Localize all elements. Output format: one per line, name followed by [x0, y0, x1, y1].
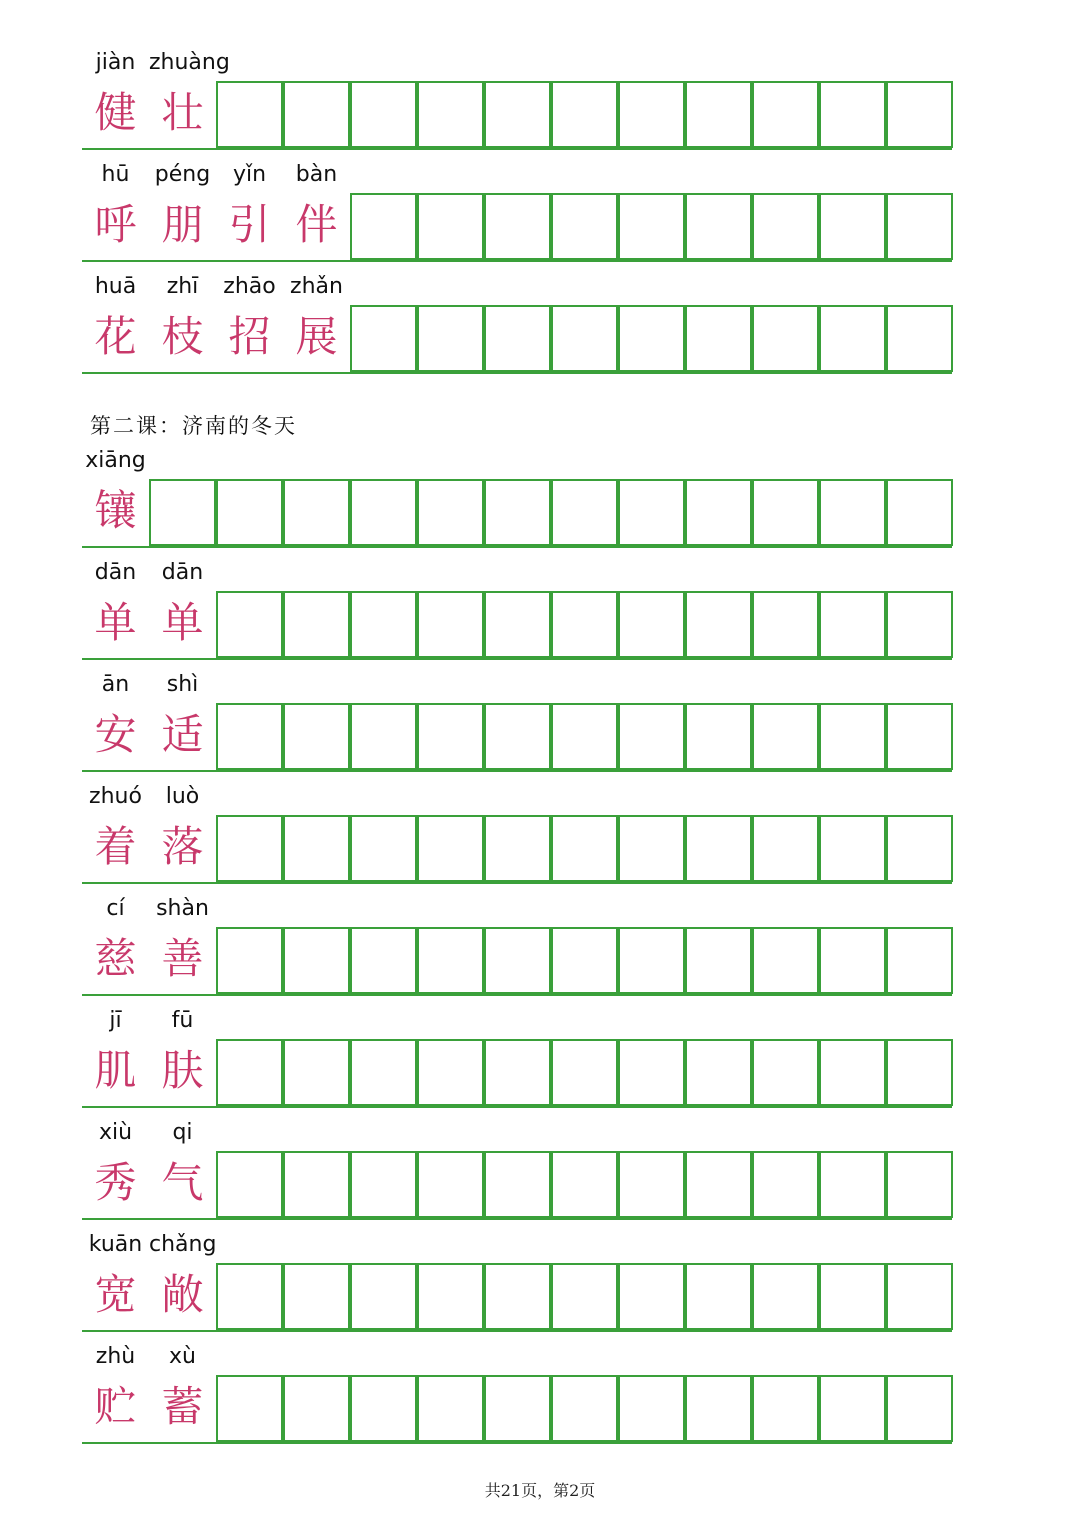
word-block	[82, 558, 952, 670]
word-block	[82, 272, 952, 384]
practice-box[interactable]	[417, 703, 484, 770]
pinyin-syllable: xiāng	[85, 448, 146, 473]
practice-box[interactable]	[484, 81, 551, 148]
practice-box[interactable]	[283, 479, 350, 546]
practice-box[interactable]	[819, 81, 886, 148]
practice-box[interactable]	[752, 1263, 819, 1330]
pinyin-syllable: dān	[94, 560, 137, 585]
practice-box[interactable]	[685, 1375, 752, 1442]
word-block	[82, 1118, 952, 1230]
practice-box[interactable]	[551, 305, 618, 372]
practice-box[interactable]	[886, 1375, 953, 1442]
practice-box[interactable]	[752, 1039, 819, 1106]
practice-box[interactable]	[216, 1263, 283, 1330]
practice-box[interactable]	[886, 479, 953, 546]
hanzi-character: 健	[94, 88, 137, 137]
pinyin-syllable: zhuàng	[149, 50, 230, 75]
hanzi-character: 落	[161, 822, 204, 871]
hanzi-character: 引	[228, 200, 271, 249]
hanzi-character: 敞	[161, 1270, 204, 1319]
practice-box[interactable]	[551, 815, 618, 882]
hanzi-character: 花	[94, 312, 137, 361]
practice-box[interactable]	[618, 1151, 685, 1218]
pinyin-syllable: shàn	[156, 896, 209, 921]
hanzi-character: 单	[94, 598, 137, 647]
practice-box[interactable]	[216, 1151, 283, 1218]
pinyin-syllable: cí	[106, 896, 125, 921]
practice-box[interactable]	[618, 305, 685, 372]
practice-box[interactable]	[819, 193, 886, 260]
writing-row	[82, 815, 952, 884]
practice-box[interactable]	[484, 1039, 551, 1106]
practice-box[interactable]	[752, 305, 819, 372]
practice-box[interactable]	[484, 927, 551, 994]
practice-box[interactable]	[618, 815, 685, 882]
hanzi-character: 适	[161, 710, 204, 759]
writing-row	[82, 193, 952, 262]
hanzi-character: 慈	[94, 934, 137, 983]
practice-box[interactable]	[484, 305, 551, 372]
practice-box[interactable]	[685, 591, 752, 658]
practice-box[interactable]	[283, 1263, 350, 1330]
practice-box[interactable]	[283, 1039, 350, 1106]
practice-box[interactable]	[484, 1151, 551, 1218]
pinyin-syllable: zhuó	[89, 784, 142, 809]
hanzi-character: 呼	[94, 200, 137, 249]
practice-box[interactable]	[618, 591, 685, 658]
writing-row	[82, 1039, 952, 1108]
practice-box[interactable]	[417, 591, 484, 658]
practice-box[interactable]	[618, 927, 685, 994]
practice-box[interactable]	[350, 591, 417, 658]
practice-box[interactable]	[752, 927, 819, 994]
practice-box[interactable]	[216, 703, 283, 770]
practice-box[interactable]	[886, 81, 953, 148]
practice-box[interactable]	[886, 305, 953, 372]
hanzi-character: 蓄	[161, 1382, 204, 1431]
practice-box[interactable]	[618, 703, 685, 770]
writing-row	[82, 703, 952, 772]
practice-box[interactable]	[886, 193, 953, 260]
page-footer: 共21页，第2页	[484, 1481, 596, 1500]
practice-box[interactable]	[819, 1375, 886, 1442]
pinyin-syllable: chǎng	[149, 1232, 217, 1257]
practice-box[interactable]	[216, 479, 283, 546]
practice-box[interactable]	[216, 1375, 283, 1442]
pinyin-syllable: zhāo	[223, 274, 276, 299]
practice-box[interactable]	[484, 815, 551, 882]
hanzi-character: 秀	[94, 1158, 137, 1207]
practice-box[interactable]	[417, 1151, 484, 1218]
pinyin-syllable: ān	[101, 672, 130, 697]
practice-box[interactable]	[283, 703, 350, 770]
hanzi-character: 招	[228, 312, 271, 361]
practice-box[interactable]	[618, 479, 685, 546]
practice-box[interactable]	[216, 81, 283, 148]
pinyin-syllable: fū	[171, 1008, 194, 1033]
practice-box[interactable]	[551, 1151, 618, 1218]
practice-box[interactable]	[618, 1039, 685, 1106]
lesson-title: 第二课：济南的冬天	[90, 414, 297, 438]
practice-box[interactable]	[685, 193, 752, 260]
writing-row	[82, 1375, 952, 1444]
practice-box[interactable]	[350, 815, 417, 882]
practice-box[interactable]	[350, 1263, 417, 1330]
practice-box[interactable]	[752, 479, 819, 546]
word-block	[82, 782, 952, 894]
pinyin-syllable: zhǎn	[290, 274, 343, 299]
hanzi-character: 朋	[161, 200, 204, 249]
hanzi-character: 善	[161, 934, 204, 983]
practice-box[interactable]	[752, 1375, 819, 1442]
hanzi-character: 展	[295, 312, 338, 361]
practice-box[interactable]	[417, 81, 484, 148]
word-block	[82, 894, 952, 1006]
practice-box[interactable]	[819, 1039, 886, 1106]
practice-box[interactable]	[283, 591, 350, 658]
writing-row	[82, 1151, 952, 1220]
practice-box[interactable]	[417, 193, 484, 260]
pinyin-syllable: dān	[161, 560, 204, 585]
hanzi-character: 镶	[94, 486, 137, 535]
pinyin-syllable: luò	[165, 784, 200, 809]
practice-box[interactable]	[551, 1263, 618, 1330]
pinyin-syllable: zhù	[95, 1344, 136, 1369]
hanzi-character: 安	[94, 710, 137, 759]
practice-box[interactable]	[551, 1375, 618, 1442]
practice-box[interactable]	[484, 479, 551, 546]
practice-box[interactable]	[752, 81, 819, 148]
practice-box[interactable]	[350, 1151, 417, 1218]
practice-box[interactable]	[350, 927, 417, 994]
practice-box[interactable]	[216, 927, 283, 994]
practice-box[interactable]	[752, 1151, 819, 1218]
practice-box[interactable]	[618, 81, 685, 148]
practice-box[interactable]	[752, 703, 819, 770]
writing-row	[82, 591, 952, 660]
practice-box[interactable]	[551, 81, 618, 148]
practice-box[interactable]	[283, 927, 350, 994]
pinyin-syllable: zhī	[166, 274, 199, 299]
word-block	[82, 1342, 952, 1454]
practice-box[interactable]	[819, 1263, 886, 1330]
practice-box[interactable]	[283, 1375, 350, 1442]
practice-box[interactable]	[685, 703, 752, 770]
practice-box[interactable]	[551, 1039, 618, 1106]
hanzi-character: 枝	[161, 312, 204, 361]
pinyin-syllable: kuān	[88, 1232, 143, 1257]
word-block	[82, 1006, 952, 1118]
practice-box[interactable]	[685, 927, 752, 994]
practice-box[interactable]	[685, 1263, 752, 1330]
hanzi-character: 壮	[161, 88, 204, 137]
practice-box[interactable]	[752, 591, 819, 658]
writing-row	[82, 305, 952, 374]
word-block	[82, 670, 952, 782]
practice-box[interactable]	[216, 815, 283, 882]
hanzi-character: 肌	[94, 1046, 137, 1095]
pinyin-syllable: péng	[154, 162, 211, 187]
practice-box[interactable]	[685, 1151, 752, 1218]
hanzi-character: 贮	[94, 1382, 137, 1431]
practice-box[interactable]	[819, 479, 886, 546]
hanzi-character: 宽	[94, 1270, 137, 1319]
practice-box[interactable]	[417, 479, 484, 546]
practice-box[interactable]	[350, 193, 417, 260]
pinyin-syllable: xiù	[98, 1120, 133, 1145]
pinyin-syllable: huā	[94, 274, 137, 299]
practice-box[interactable]	[551, 193, 618, 260]
practice-box[interactable]	[484, 1263, 551, 1330]
practice-box[interactable]	[819, 591, 886, 658]
practice-box[interactable]	[886, 815, 953, 882]
practice-box[interactable]	[819, 703, 886, 770]
word-block	[82, 446, 952, 558]
practice-box[interactable]	[886, 1263, 953, 1330]
practice-box[interactable]	[886, 591, 953, 658]
practice-box[interactable]	[819, 305, 886, 372]
practice-box[interactable]	[283, 81, 350, 148]
practice-box[interactable]	[417, 815, 484, 882]
hanzi-character: 单	[161, 598, 204, 647]
practice-box[interactable]	[551, 591, 618, 658]
word-block	[82, 48, 952, 160]
writing-row	[82, 479, 952, 548]
practice-box[interactable]	[484, 591, 551, 658]
practice-box[interactable]	[551, 703, 618, 770]
practice-box[interactable]	[685, 81, 752, 148]
practice-box[interactable]	[484, 703, 551, 770]
word-block	[82, 1230, 952, 1342]
practice-box[interactable]	[350, 81, 417, 148]
practice-box[interactable]	[350, 703, 417, 770]
hanzi-character: 着	[94, 822, 137, 871]
hanzi-character: 肤	[161, 1046, 204, 1095]
practice-box[interactable]	[752, 193, 819, 260]
practice-box[interactable]	[618, 1263, 685, 1330]
practice-box[interactable]	[819, 815, 886, 882]
practice-box[interactable]	[551, 927, 618, 994]
practice-box[interactable]	[350, 1375, 417, 1442]
practice-box[interactable]	[484, 193, 551, 260]
practice-box[interactable]	[551, 479, 618, 546]
practice-box[interactable]	[685, 1039, 752, 1106]
practice-box[interactable]	[618, 1375, 685, 1442]
practice-box[interactable]	[417, 305, 484, 372]
practice-box[interactable]	[886, 1151, 953, 1218]
practice-box[interactable]	[752, 815, 819, 882]
practice-box[interactable]	[417, 1263, 484, 1330]
practice-box[interactable]	[417, 1375, 484, 1442]
practice-box[interactable]	[350, 479, 417, 546]
practice-box[interactable]	[886, 703, 953, 770]
pinyin-syllable: qi	[172, 1120, 193, 1145]
practice-box[interactable]	[350, 305, 417, 372]
practice-box[interactable]	[618, 193, 685, 260]
practice-box[interactable]	[350, 1039, 417, 1106]
pinyin-syllable: jiàn	[95, 50, 136, 75]
word-block	[82, 160, 952, 272]
hanzi-character: 伴	[295, 200, 338, 249]
pinyin-syllable: bàn	[295, 162, 338, 187]
hanzi-character: 气	[161, 1158, 204, 1207]
practice-box[interactable]	[886, 1039, 953, 1106]
practice-box[interactable]	[685, 479, 752, 546]
practice-box[interactable]	[283, 1151, 350, 1218]
practice-box[interactable]	[886, 927, 953, 994]
practice-box[interactable]	[417, 1039, 484, 1106]
practice-box[interactable]	[819, 1151, 886, 1218]
practice-box[interactable]	[149, 479, 216, 546]
practice-box[interactable]	[283, 815, 350, 882]
practice-box[interactable]	[819, 927, 886, 994]
practice-box[interactable]	[685, 305, 752, 372]
writing-row	[82, 1263, 952, 1332]
pinyin-syllable: shì	[166, 672, 199, 697]
pinyin-syllable: yǐn	[232, 162, 267, 187]
practice-box[interactable]	[216, 1039, 283, 1106]
pinyin-syllable: hū	[101, 162, 130, 187]
practice-box[interactable]	[216, 591, 283, 658]
practice-box[interactable]	[685, 815, 752, 882]
practice-box[interactable]	[417, 927, 484, 994]
practice-box[interactable]	[484, 1375, 551, 1442]
writing-row	[82, 927, 952, 996]
writing-row	[82, 81, 952, 150]
pinyin-syllable: xù	[169, 1344, 196, 1369]
pinyin-syllable: jī	[109, 1008, 122, 1033]
